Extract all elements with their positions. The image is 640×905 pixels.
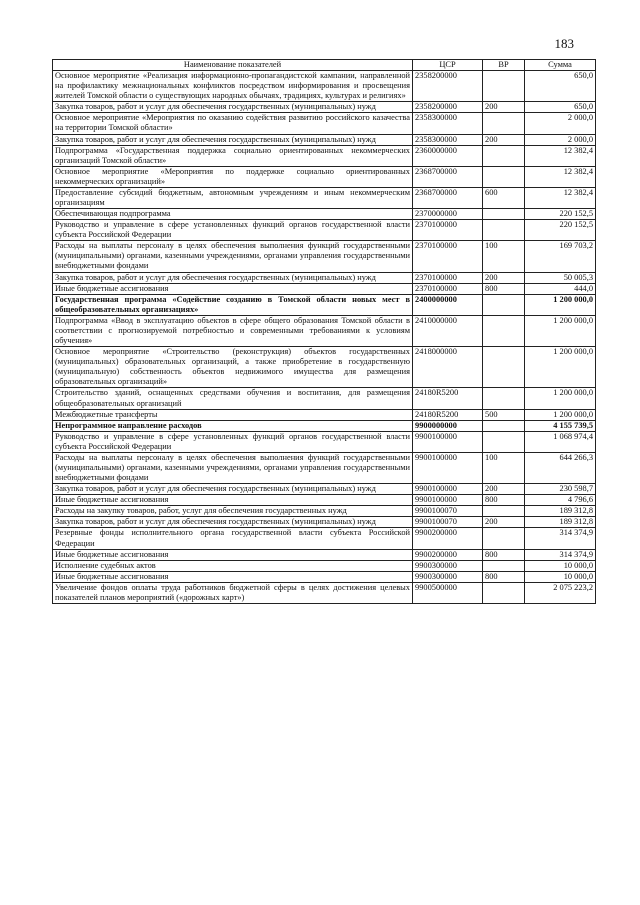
- row-csr-cell: 2400000000: [413, 294, 483, 315]
- row-sum-cell: 220 152,5: [525, 209, 596, 220]
- row-sum-cell: 1 200 000,0: [525, 294, 596, 315]
- row-vr-cell: [483, 166, 525, 187]
- row-sum-cell: 10 000,0: [525, 571, 596, 582]
- row-sum-cell: 169 703,2: [525, 241, 596, 272]
- row-sum-cell: 189 312,8: [525, 506, 596, 517]
- row-vr-cell: 200: [483, 517, 525, 528]
- row-name-cell: Резервные фонды исполнительного органа государственной власти субъекта Российской Федерации: [53, 528, 413, 549]
- row-csr-cell: 2358200000: [413, 71, 483, 102]
- table-row: [53, 582, 596, 603]
- row-sum-cell: 650,0: [525, 71, 596, 102]
- table-row: [53, 283, 596, 294]
- budget-table: [52, 59, 596, 604]
- row-name-cell: Исполнение судебных актов: [53, 560, 413, 571]
- table-row: [53, 294, 596, 315]
- row-name-cell: Государственная программа «Содействие созданию в Томской области новых мест в общеобразовательных организациях»: [53, 294, 413, 315]
- row-vr-cell: [483, 560, 525, 571]
- row-sum-cell: 650,0: [525, 102, 596, 113]
- row-name-cell: Основное мероприятие «Мероприятия по поддержке социально ориентированных некоммерческих организаций»: [53, 166, 413, 187]
- row-sum-cell: 444,0: [525, 283, 596, 294]
- row-sum-cell: 50 005,3: [525, 272, 596, 283]
- row-name-cell: Предоставление субсидий бюджетным, автономным учреждениям и иным некоммерческим организациям: [53, 187, 413, 208]
- row-vr-cell: 100: [483, 241, 525, 272]
- row-csr-cell: 2358200000: [413, 102, 483, 113]
- table-row: [53, 431, 596, 452]
- row-sum-cell: 1 068 974,4: [525, 431, 596, 452]
- row-csr-cell: 2370100000: [413, 241, 483, 272]
- row-name-cell: Расходы на выплаты персоналу в целях обеспечения выполнения функций государственными (муниципальными) органами, казенными учреждениями, органами управления государственными внебюджетными фондами: [53, 452, 413, 483]
- row-csr-cell: 2358300000: [413, 134, 483, 145]
- row-sum-cell: 1 200 000,0: [525, 347, 596, 388]
- row-csr-cell: 2358300000: [413, 113, 483, 134]
- table-row: [53, 134, 596, 145]
- row-name-cell: Подпрограмма «Ввод в эксплуатацию объектов в сфере общего образования Томской области в соответствии с прогнозируемой потребностью и современными требованиями к условиям обучения»: [53, 315, 413, 346]
- header-csr: ЦСР: [413, 60, 483, 71]
- row-vr-cell: [483, 71, 525, 102]
- row-name-cell: Иные бюджетные ассигнования: [53, 495, 413, 506]
- row-csr-cell: 9900100070: [413, 517, 483, 528]
- row-csr-cell: 9900500000: [413, 582, 483, 603]
- row-name-cell: Руководство и управление в сфере установленных функций органов государственной власти субъекта Российской Федерации: [53, 431, 413, 452]
- row-name-cell: Обеспечивающая подпрограмма: [53, 209, 413, 220]
- row-vr-cell: [483, 145, 525, 166]
- row-vr-cell: [483, 420, 525, 431]
- row-vr-cell: 800: [483, 571, 525, 582]
- row-csr-cell: 24180R5200: [413, 388, 483, 409]
- row-vr-cell: [483, 220, 525, 241]
- row-sum-cell: 314 374,9: [525, 528, 596, 549]
- row-csr-cell: 2370000000: [413, 209, 483, 220]
- row-name-cell: Межбюджетные трансферты: [53, 409, 413, 420]
- row-vr-cell: [483, 528, 525, 549]
- row-sum-cell: 10 000,0: [525, 560, 596, 571]
- row-csr-cell: 9900100070: [413, 506, 483, 517]
- row-name-cell: Основное мероприятие «Реализация информационно-пропагандистской кампании, направленной на профилактику межнациональных конфликтов посредством информирования и просвещения жителей Томской области о существующих народных обычаях, традициях, культурах и религиях»: [53, 71, 413, 102]
- table-row: [53, 166, 596, 187]
- row-name-cell: Непрограммное направление расходов: [53, 420, 413, 431]
- row-name-cell: Закупка товаров, работ и услуг для обеспечения государственных (муниципальных) нужд: [53, 484, 413, 495]
- row-vr-cell: 800: [483, 283, 525, 294]
- row-sum-cell: 12 382,4: [525, 187, 596, 208]
- row-name-cell: Строительство зданий, оснащенных средствами обучения и воспитания, для размещения общеобразовательных организаций: [53, 388, 413, 409]
- row-sum-cell: 644 266,3: [525, 452, 596, 483]
- table-row: [53, 209, 596, 220]
- row-name-cell: Расходы на выплаты персоналу в целях обеспечения выполнения функций государственными (муниципальными) органами, казенными учреждениями, органами управления государственными внебюджетными фондами: [53, 241, 413, 272]
- table-row: [53, 315, 596, 346]
- table-row: [53, 220, 596, 241]
- table-row: [53, 241, 596, 272]
- row-sum-cell: 1 200 000,0: [525, 409, 596, 420]
- row-sum-cell: 230 598,7: [525, 484, 596, 495]
- table-row: [53, 517, 596, 528]
- table-row: [53, 528, 596, 549]
- row-csr-cell: 2370100000: [413, 220, 483, 241]
- row-vr-cell: [483, 113, 525, 134]
- row-sum-cell: 12 382,4: [525, 145, 596, 166]
- table-row: [53, 388, 596, 409]
- row-csr-cell: 2368700000: [413, 187, 483, 208]
- row-vr-cell: [483, 294, 525, 315]
- row-sum-cell: 2 000,0: [525, 113, 596, 134]
- table-row: [53, 409, 596, 420]
- row-vr-cell: 200: [483, 134, 525, 145]
- row-csr-cell: 9900200000: [413, 549, 483, 560]
- row-vr-cell: [483, 315, 525, 346]
- table-row: [53, 452, 596, 483]
- row-csr-cell: 9900200000: [413, 528, 483, 549]
- row-sum-cell: 4 796,6: [525, 495, 596, 506]
- table-row: [53, 484, 596, 495]
- row-name-cell: Основное мероприятие «Строительство (реконструкция) объектов государственных (муниципальных) образовательных организаций, а также приобретение в государственную (муниципальную) собственность объектов недвижимого имущества для размещения образовательных организаций»: [53, 347, 413, 388]
- row-vr-cell: 800: [483, 495, 525, 506]
- header-vr: ВР: [483, 60, 525, 71]
- row-name-cell: Иные бюджетные ассигнования: [53, 549, 413, 560]
- row-csr-cell: 2360000000: [413, 145, 483, 166]
- row-sum-cell: 2 000,0: [525, 134, 596, 145]
- row-vr-cell: 200: [483, 272, 525, 283]
- row-vr-cell: [483, 347, 525, 388]
- row-name-cell: Закупка товаров, работ и услуг для обеспечения государственных (муниципальных) нужд: [53, 134, 413, 145]
- row-csr-cell: 2370100000: [413, 283, 483, 294]
- row-vr-cell: 500: [483, 409, 525, 420]
- row-sum-cell: 314 374,9: [525, 549, 596, 560]
- row-name-cell: Расходы на закупку товаров, работ, услуг для обеспечения государственных нужд: [53, 506, 413, 517]
- row-csr-cell: 9900100000: [413, 431, 483, 452]
- row-csr-cell: 2410000000: [413, 315, 483, 346]
- row-name-cell: Руководство и управление в сфере установленных функций органов государственной власти субъекта Российской Федерации: [53, 220, 413, 241]
- row-vr-cell: 100: [483, 452, 525, 483]
- table-header-row: [53, 60, 596, 71]
- row-csr-cell: 9900300000: [413, 560, 483, 571]
- row-csr-cell: 2368700000: [413, 166, 483, 187]
- row-name-cell: Иные бюджетные ассигнования: [53, 571, 413, 582]
- row-vr-cell: [483, 209, 525, 220]
- row-name-cell: Иные бюджетные ассигнования: [53, 283, 413, 294]
- row-vr-cell: [483, 431, 525, 452]
- row-csr-cell: 9900100000: [413, 452, 483, 483]
- table-row: [53, 347, 596, 388]
- row-vr-cell: [483, 388, 525, 409]
- table-row: [53, 549, 596, 560]
- header-name: Наименование показателей: [53, 60, 413, 71]
- row-vr-cell: 200: [483, 102, 525, 113]
- row-name-cell: Закупка товаров, работ и услуг для обеспечения государственных (муниципальных) нужд: [53, 272, 413, 283]
- table-row: [53, 420, 596, 431]
- page-number: 183: [554, 36, 574, 51]
- table-row: [53, 560, 596, 571]
- row-csr-cell: 9900100000: [413, 484, 483, 495]
- row-sum-cell: 1 200 000,0: [525, 315, 596, 346]
- row-sum-cell: 12 382,4: [525, 166, 596, 187]
- table-row: [53, 145, 596, 166]
- row-vr-cell: [483, 506, 525, 517]
- table-row: [53, 272, 596, 283]
- table-row: [53, 187, 596, 208]
- header-sum: Сумма: [525, 60, 596, 71]
- row-name-cell: Закупка товаров, работ и услуг для обеспечения государственных (муниципальных) нужд: [53, 517, 413, 528]
- row-csr-cell: 2370100000: [413, 272, 483, 283]
- row-vr-cell: 800: [483, 549, 525, 560]
- row-sum-cell: 2 075 223,2: [525, 582, 596, 603]
- table-row: [53, 113, 596, 134]
- row-sum-cell: 4 155 739,5: [525, 420, 596, 431]
- row-csr-cell: 9900000000: [413, 420, 483, 431]
- row-sum-cell: 189 312,8: [525, 517, 596, 528]
- row-csr-cell: 24180R5200: [413, 409, 483, 420]
- row-vr-cell: 200: [483, 484, 525, 495]
- row-sum-cell: 1 200 000,0: [525, 388, 596, 409]
- table-row: [53, 71, 596, 102]
- row-name-cell: Подпрограмма «Государственная поддержка социально ориентированных некоммерческих организаций Томской области»: [53, 145, 413, 166]
- row-csr-cell: 2418000000: [413, 347, 483, 388]
- table-row: [53, 571, 596, 582]
- table-row: [53, 506, 596, 517]
- row-vr-cell: [483, 582, 525, 603]
- row-name-cell: Основное мероприятие «Мероприятия по оказанию содействия развитию российского казачества на территории Томской области»: [53, 113, 413, 134]
- table-row: [53, 102, 596, 113]
- row-csr-cell: 9900100000: [413, 495, 483, 506]
- row-vr-cell: 600: [483, 187, 525, 208]
- row-csr-cell: 9900300000: [413, 571, 483, 582]
- row-name-cell: Увеличение фондов оплаты труда работников бюджетной сферы в целях достижения целевых показателей планов мероприятий («дорожных карт»): [53, 582, 413, 603]
- row-sum-cell: 220 152,5: [525, 220, 596, 241]
- row-name-cell: Закупка товаров, работ и услуг для обеспечения государственных (муниципальных) нужд: [53, 102, 413, 113]
- table-row: [53, 495, 596, 506]
